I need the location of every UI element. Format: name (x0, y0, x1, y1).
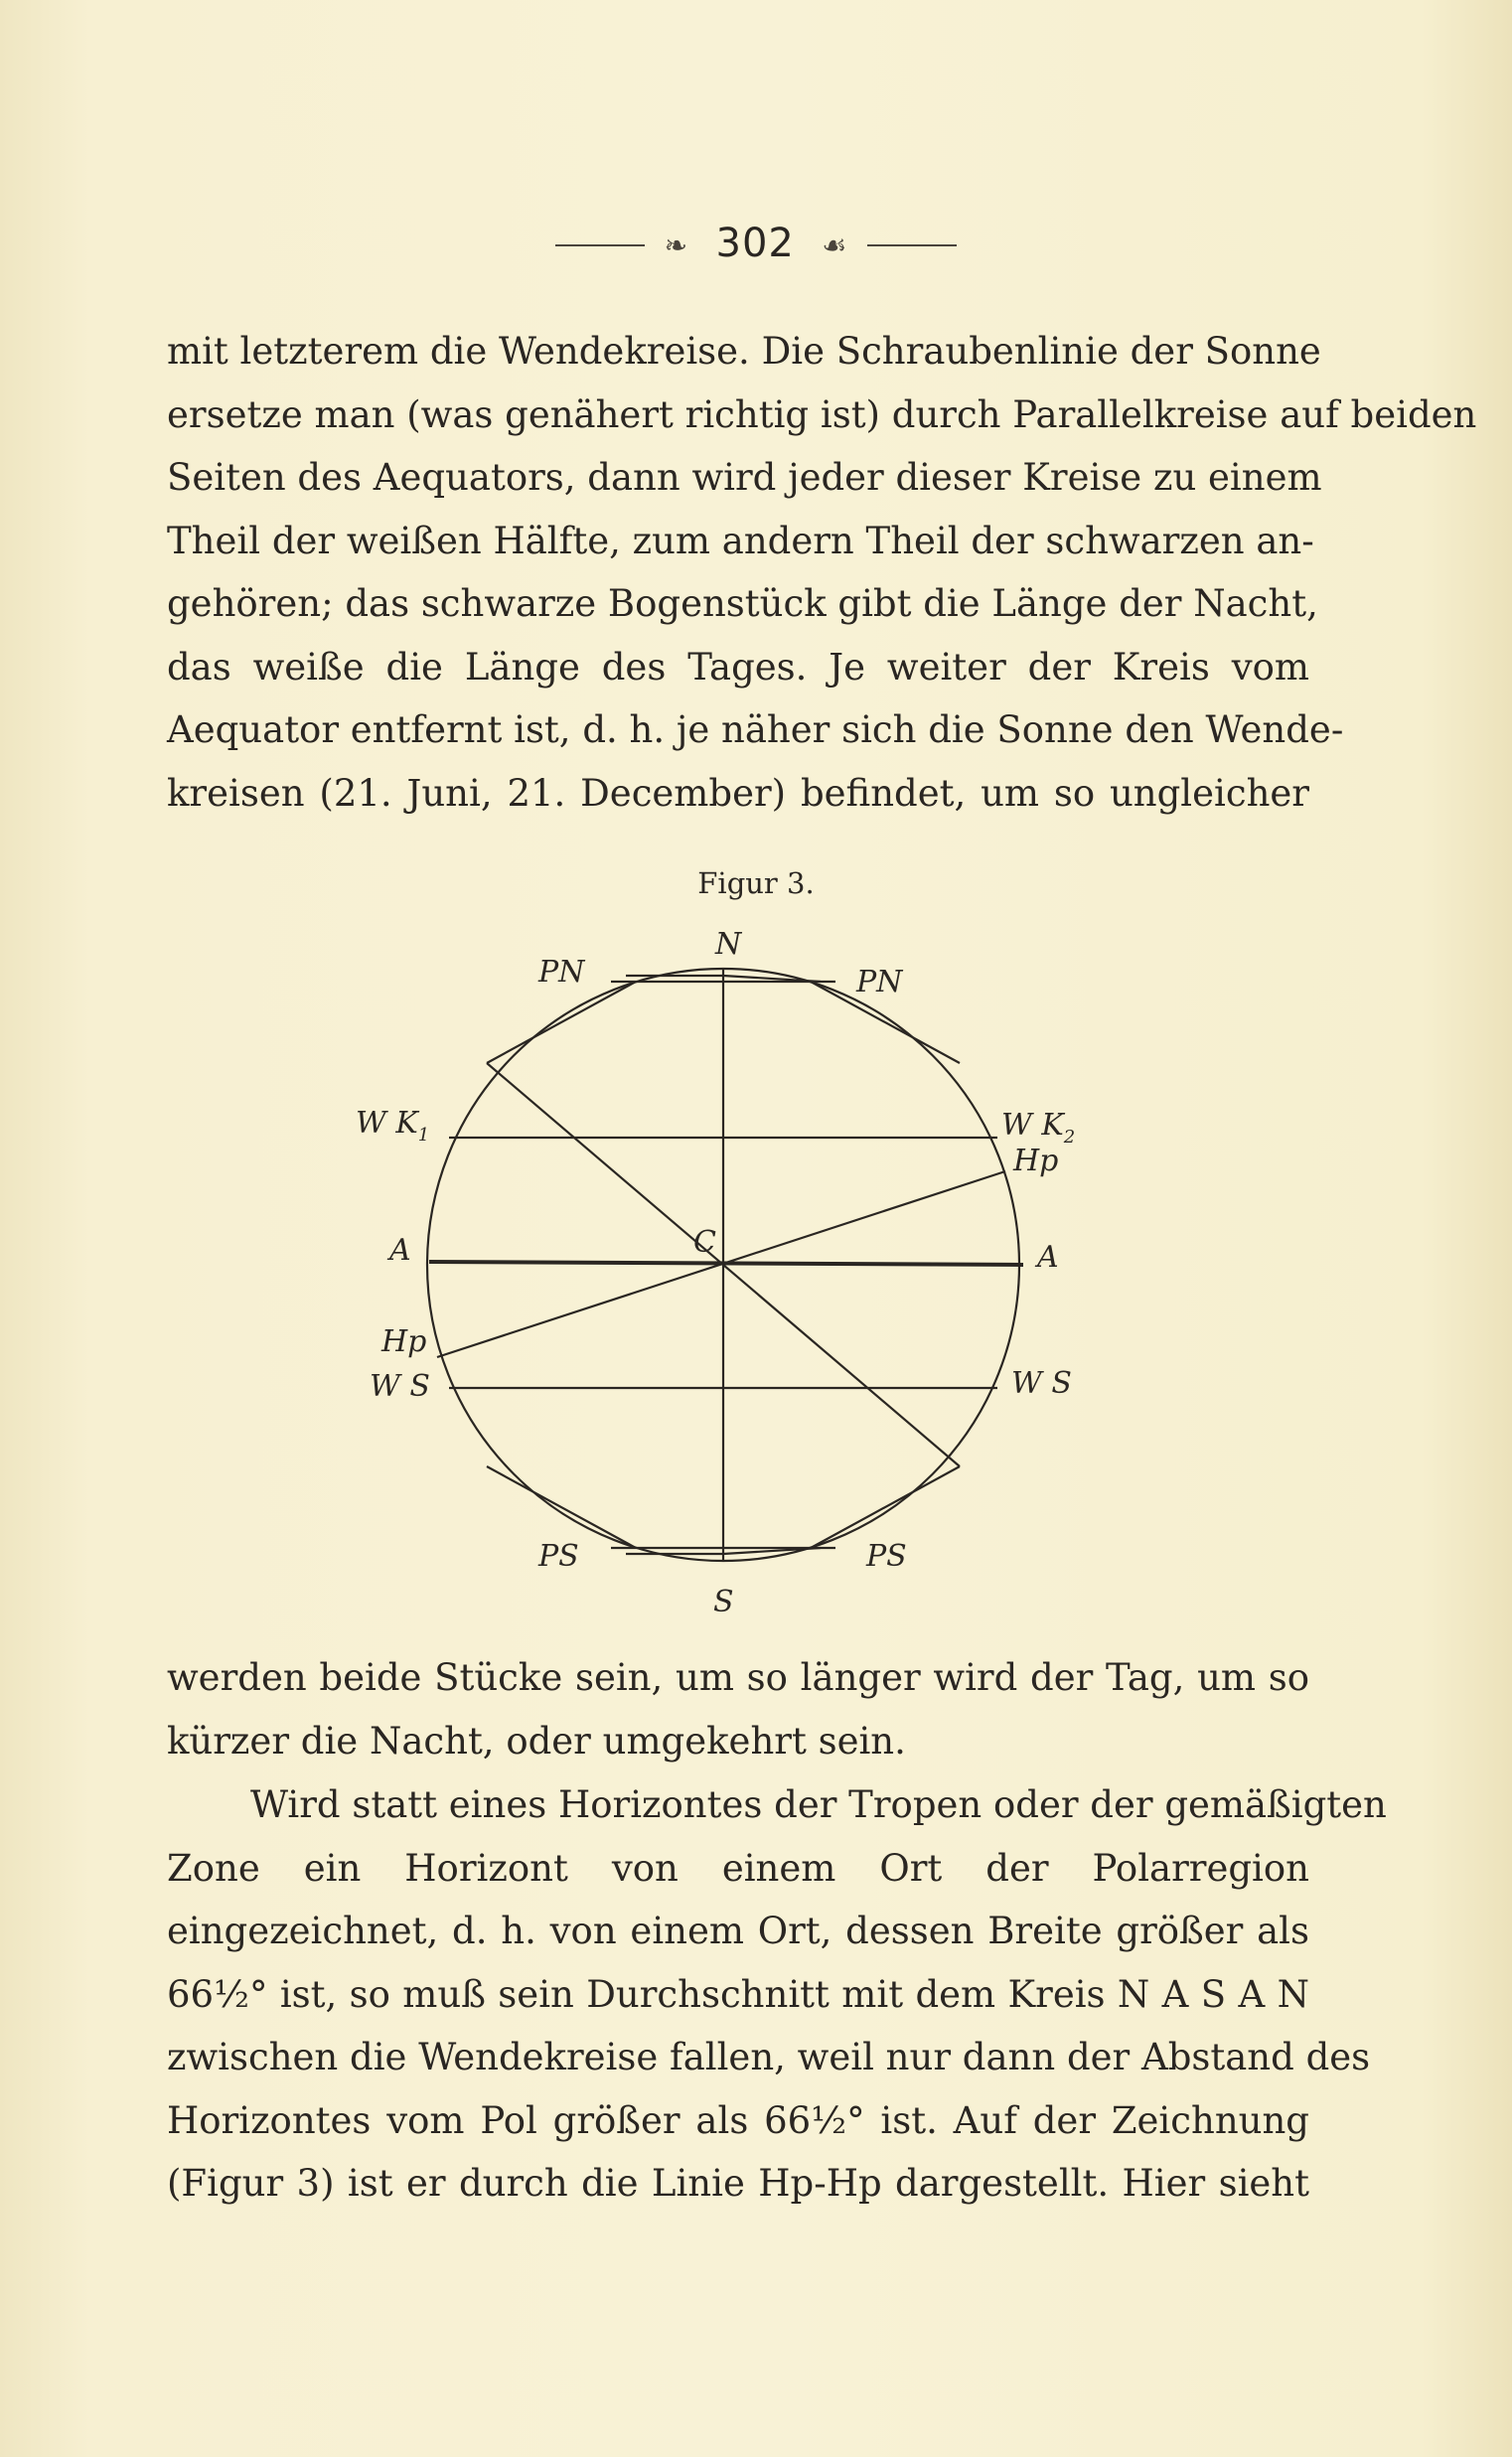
label-ws-left: W S (370, 1369, 430, 1404)
label-pn-left: PN (538, 955, 585, 990)
label-hp-left: Hp (381, 1324, 427, 1359)
label-s: S (713, 1585, 734, 1619)
text-line: das weiße die Länge des Tages. Je weiter der Kreis vom (167, 645, 1309, 689)
ecliptic-line (487, 982, 636, 1063)
label-a-right: A (1037, 1240, 1059, 1275)
label-ps-right: PS (866, 1539, 907, 1574)
page-header (0, 221, 1512, 266)
ornament-right-icon: ☙ (822, 229, 848, 262)
text-line: Aequator entfernt ist, d. h. je näher sich die Sonne den Wende- (167, 708, 1344, 751)
ecliptic-line (811, 1466, 960, 1548)
text-line: mit letzterem die Wendekreise. Die Schraubenlinie der Sonne (167, 330, 1321, 373)
text-line: eingezeichnet, d. h. von einem Ort, dessen Breite größer als (167, 1910, 1309, 1952)
label-ws-right: W S (1011, 1366, 1072, 1401)
ornament-left-icon: ❧ (664, 229, 689, 262)
text-line: (Figur 3) ist er durch die Linie Hp-Hp dargestellt. Hier sieht (167, 2162, 1309, 2205)
paragraph-3 (167, 1773, 1387, 2216)
text-line: Theil der weißen Hälfte, zum andern Theil der schwarzen an- (167, 519, 1314, 562)
text-line: Wird statt eines Horizontes der Tropen oder der gemäßigten (250, 1783, 1387, 1826)
label-pn-right: PN (856, 965, 903, 999)
text-line: ersetze man (was genähert richtig ist) durch Parallelkreise auf beiden (167, 392, 1477, 436)
label-wk1: W $K_1$ (356, 1106, 430, 1146)
header-rule-left (555, 244, 645, 246)
text-line: Seiten des Aequators, dann wird jeder dieser Kreise zu einem (167, 456, 1322, 499)
text-line: Horizontes vom Pol größer als 66½° ist. Auf der Zeichnung (167, 2098, 1309, 2142)
text-line: gehören; das schwarze Bogenstück gibt die Länge der Nacht, (167, 582, 1318, 625)
text-line: werden beide Stücke sein, um so länger wird der Tag, um so (167, 1656, 1309, 1699)
ecliptic-line (487, 1466, 636, 1548)
paragraph-1 (167, 320, 1477, 825)
label-ps-left: PS (538, 1539, 579, 1574)
label-a-left: A (389, 1233, 411, 1268)
page-number: 302 (715, 221, 795, 266)
text-line: Zone ein Horizont von einem Ort der Polarregion (167, 1846, 1309, 1890)
label-hp-right: Hp (1013, 1144, 1059, 1178)
label-n: N (715, 927, 742, 962)
label-wk2: W $K_2$ (1001, 1108, 1076, 1148)
text-line: kürzer die Nacht, oder umgekehrt sein. (167, 1719, 906, 1763)
figure-caption: Figur 3. (697, 866, 815, 900)
header-rule-right (867, 244, 957, 246)
text-line: 66½° ist, so muß sein Durchschnitt mit dem Kreis N A S A N (167, 1972, 1309, 2016)
text-line: kreisen (21. Juni, 21. December) befindet, um so ungleicher (167, 771, 1309, 815)
label-c: C (693, 1225, 716, 1260)
paragraph-2 (167, 1646, 1309, 1772)
figure-3-diagram (348, 914, 1103, 1629)
text-line: zwischen die Wendekreise fallen, weil nur dann der Abstand des (167, 2036, 1371, 2078)
